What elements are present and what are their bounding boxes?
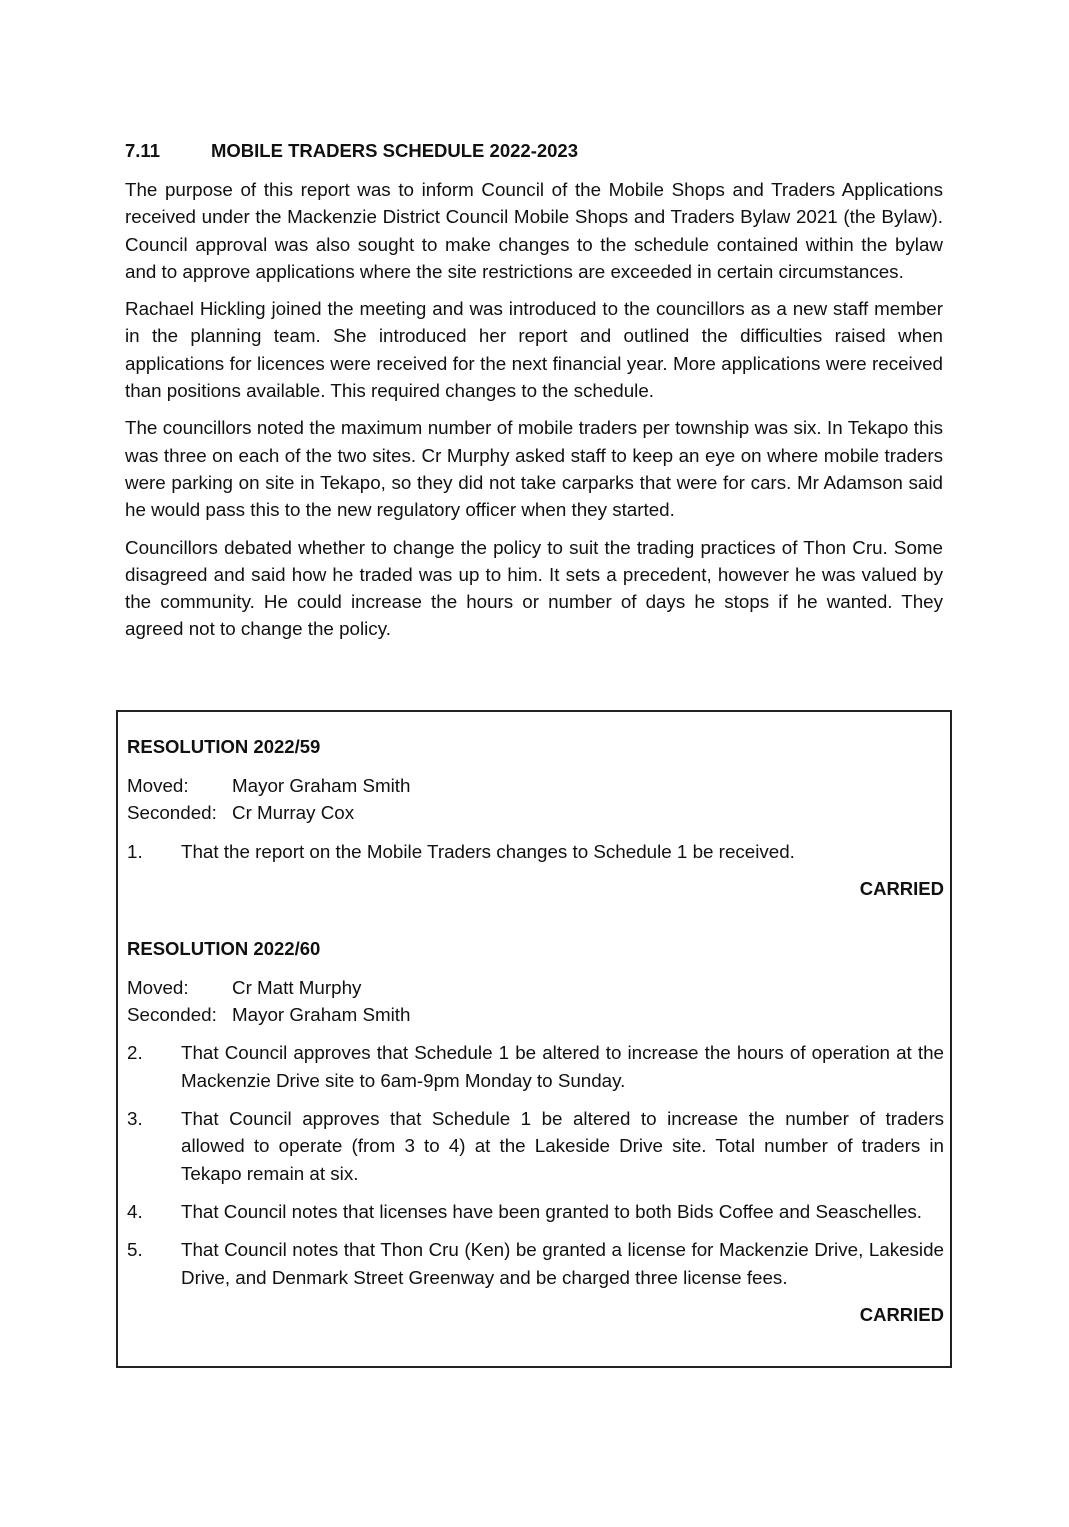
seconded-label: Seconded:	[127, 802, 217, 824]
resolutions-box	[116, 710, 952, 1368]
item-number: 4.	[127, 1200, 143, 1222]
item-text: That Council approves that Schedule 1 be altered to increase the hours of operation at the Mackenzie Drive site to 6am-9pm Monday to Sunday.	[181, 1042, 944, 1091]
resolution-block	[127, 734, 944, 902]
document-body	[125, 138, 943, 653]
seconded-by: Mayor Graham Smith	[232, 1004, 411, 1026]
seconded-label: Seconded:	[127, 1004, 217, 1026]
item-text: That Council notes that Thon Cru (Ken) be granted a license for Mackenzie Drive, Lakeside Drive, and Denmark Street Greenway and be charged three license fees.	[181, 1239, 944, 1288]
item-text: That Council approves that Schedule 1 be altered to increase the number of traders allowed to operate (from 3 to 4) at the Lakeside Drive site. Total number of traders in Tekapo remain at six.	[181, 1108, 944, 1184]
moved-line	[127, 772, 944, 799]
item-number: 2.	[127, 1042, 143, 1064]
section-number: 7.11	[125, 140, 160, 161]
section-title: MOBILE TRADERS SCHEDULE 2022-2023	[211, 140, 579, 161]
item-text: That the report on the Mobile Traders changes to Schedule 1 be received.	[181, 840, 795, 862]
seconded-by: Cr Murray Cox	[232, 802, 355, 824]
paragraph: The purpose of this report was to inform Council of the Mobile Shops and Traders Applications received under the Mackenzie District Council Mobile Shops and Traders Bylaw 2021 (the Bylaw). Council approval was also sought to make changes to the schedule contained within the bylaw and to approve applications where the site restrictions are exceeded in certain circumstances.	[125, 179, 943, 282]
item-text: That Council notes that licenses have been granted to both Bids Coffee and Seaschelles.	[181, 1200, 922, 1222]
seconded-line	[127, 799, 944, 826]
resolution-item	[127, 1105, 944, 1187]
moved-line	[127, 974, 944, 1001]
resolution-item	[127, 1236, 944, 1291]
item-number: 5.	[127, 1239, 143, 1261]
resolution-title: RESOLUTION 2022/60	[127, 937, 321, 959]
resolution-item	[127, 1039, 944, 1094]
section-heading	[125, 138, 943, 164]
resolution-outcome: CARRIED	[859, 1303, 944, 1325]
resolution-title: RESOLUTION 2022/59	[127, 736, 321, 757]
paragraph: Rachael Hickling joined the meeting and was introduced to the councillors as a new staff member in the planning team. She introduced her report and outlined the difficulties raised when applications for licences were received for the next financial year. More applications were received than positions available. This required changes to the schedule.	[125, 298, 943, 402]
resolution-outcome: CARRIED	[859, 877, 944, 899]
paragraph: The councillors noted the maximum number of mobile traders per township was six. In Tekapo this was three on each of the two sites. Cr Murphy asked staff to keep an eye on where mobile traders were parking on site in Tekapo, so they did not take carparks that were for cars. Mr Adamson said he would pass this to the new regulatory officer when they started.	[125, 417, 943, 521]
seconded-line	[127, 1001, 944, 1028]
moved-label: Moved:	[127, 976, 189, 998]
resolution-block	[127, 936, 944, 1328]
item-number: 3.	[127, 1108, 143, 1130]
resolutions-content	[127, 734, 944, 1328]
paragraph: Councillors debated whether to change the policy to suit the trading practices of Thon Cru. Some disagreed and said how he traded was up to him. It sets a precedent, however he was valued by the community. He could increase the hours or number of days he stops if he wanted. They agreed not to change the policy.	[125, 536, 943, 640]
item-number: 1.	[127, 840, 143, 862]
resolution-item	[127, 838, 944, 865]
moved-by: Cr Matt Murphy	[232, 976, 362, 998]
moved-label: Moved:	[127, 775, 189, 796]
moved-by: Mayor Graham Smith	[232, 775, 411, 796]
resolution-item	[127, 1198, 944, 1225]
